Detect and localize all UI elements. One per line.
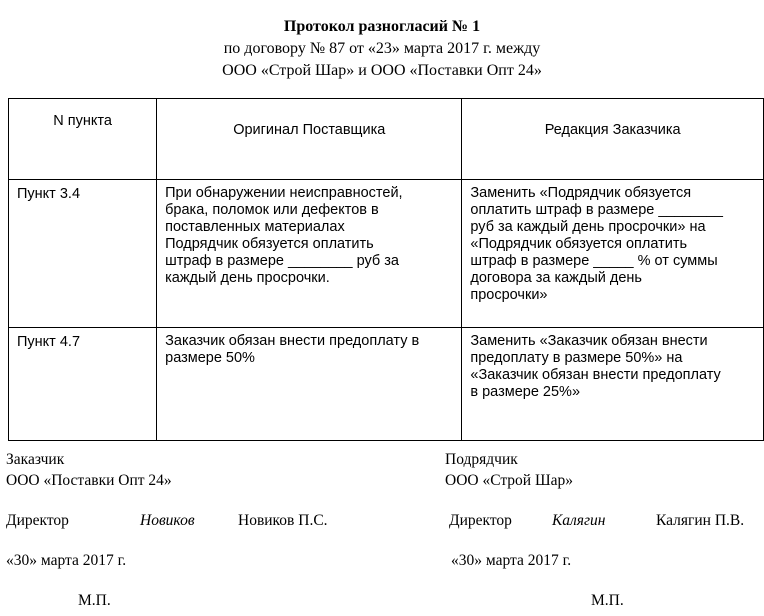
text-line: брака, поломок или дефектов в (165, 202, 379, 218)
text-line: размере 50% (165, 350, 255, 366)
text-line: договора за каждый день (470, 270, 642, 286)
clause-cell: Пункт 4.7 (9, 328, 157, 441)
table-row (9, 180, 764, 328)
original-text-cell (157, 328, 462, 441)
text-line: просрочки» (470, 287, 548, 303)
customer-role: Заказчик (6, 451, 65, 468)
disagreements-table (8, 98, 764, 441)
text-line: поставленных материалах (165, 219, 345, 235)
customer-stamp: М.П. (78, 592, 111, 609)
contractor-name: Калягин П.В. (656, 512, 745, 529)
text-line: При обнаружении неисправностей, (165, 185, 403, 201)
customer-text-cell (462, 328, 764, 441)
document-title: Протокол разногласий № 1 (283, 18, 481, 35)
text-line: предоплату в размере 50%» на (470, 350, 683, 366)
table-row (9, 328, 764, 441)
column-header-clause: N пункта (9, 99, 157, 180)
customer-signature: Новиков (140, 512, 195, 529)
column-header-original: Оригинал Поставщика (157, 99, 462, 180)
text-line: руб за каждый день просрочки» на (470, 219, 706, 235)
customer-position: Директор (6, 512, 69, 529)
text-line: оплатить штраф в размере ________ (470, 202, 723, 218)
text-line: в размере 25%» (470, 384, 581, 400)
text-line: Подрядчик обязуется оплатить (165, 236, 374, 252)
text-line: штраф в размере ________ руб за (165, 253, 399, 269)
document-subtitle-line2: ООО «Строй Шар» и ООО «Поставки Опт 24» (222, 62, 542, 79)
text-line: Заменить «Подрядчик обязуется (470, 185, 692, 201)
customer-name: Новиков П.С. (238, 512, 328, 529)
contractor-signature: Калягин (552, 512, 606, 529)
customer-date: «30» марта 2017 г. (6, 552, 127, 569)
text-line: Заменить «Заказчик обязан внести (470, 333, 708, 349)
clause-cell: Пункт 3.4 (9, 180, 157, 328)
contractor-date: «30» марта 2017 г. (451, 552, 572, 569)
text-line: каждый день просрочки. (165, 270, 330, 286)
text-line: Заказчик обязан внести предоплату в (165, 333, 420, 349)
text-line: «Подрядчик обязуется оплатить (470, 236, 688, 252)
contractor-stamp: М.П. (591, 592, 624, 609)
contractor-position: Директор (449, 512, 512, 529)
contractor-company: ООО «Строй Шар» (445, 472, 573, 489)
text-line: «Заказчик обязан внести предоплату (470, 367, 721, 383)
document-subtitle-line1: по договору № 87 от «23» марта 2017 г. между (223, 40, 541, 57)
table-header-row (9, 99, 764, 180)
text-line: штраф в размере _____ % от суммы (470, 253, 718, 269)
column-header-customer: Редакция Заказчика (462, 99, 764, 180)
customer-company: ООО «Поставки Опт 24» (6, 472, 172, 489)
original-text-cell (157, 180, 462, 328)
customer-text-cell (462, 180, 764, 328)
contractor-role: Подрядчик (445, 451, 518, 468)
